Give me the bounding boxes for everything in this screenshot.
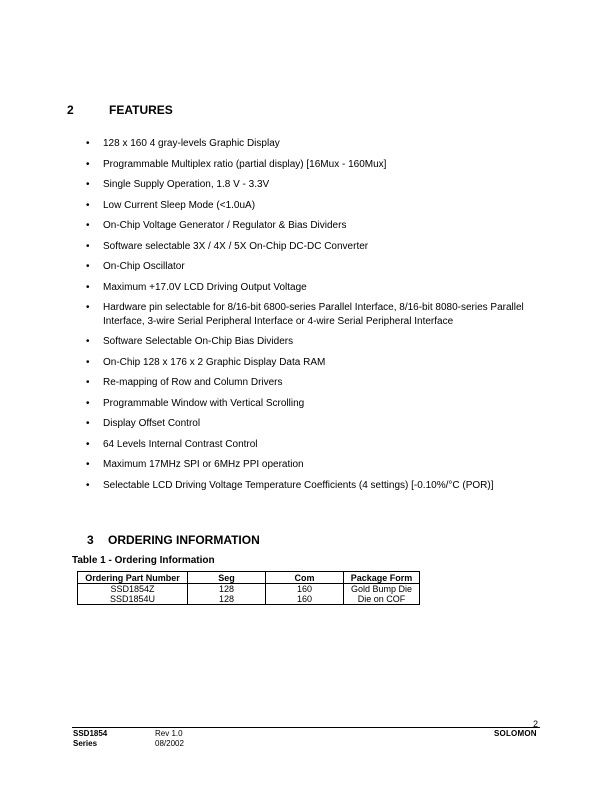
table-row	[78, 584, 420, 595]
features-list	[86, 137, 546, 499]
header-com: Com	[266, 572, 344, 584]
cell-part-number: SSD1854U	[78, 594, 188, 605]
feature-item: • 64 Levels Internal Contrast Control	[86, 438, 546, 452]
cell-package-form: Die on COF	[344, 594, 420, 605]
section-3-number: 3	[87, 533, 94, 547]
feature-item: • On-Chip Oscillator	[86, 260, 546, 274]
feature-item: • 128 x 160 4 gray-levels Graphic Display	[86, 137, 546, 151]
section-2-number: 2	[67, 103, 74, 117]
table-caption: Table 1 - Ordering Information	[72, 555, 215, 566]
feature-item: • Software Selectable On-Chip Bias Dividers	[86, 335, 546, 349]
feature-item: • Re-mapping of Row and Column Drivers	[86, 376, 546, 390]
feature-item: • Programmable Window with Vertical Scrolling	[86, 397, 546, 411]
cell-seg: 128	[188, 584, 266, 595]
feature-item: • Programmable Multiplex ratio (partial display) [16Mux - 160Mux]	[86, 158, 546, 172]
ordering-table	[77, 571, 420, 605]
cell-seg: 128	[188, 594, 266, 605]
header-package-form: Package Form	[344, 572, 420, 584]
footer-model: SSD1854	[73, 729, 108, 738]
header-part-number: Ordering Part Number	[78, 572, 188, 584]
cell-part-number: SSD1854Z	[78, 584, 188, 595]
footer-revision: Rev 1.0	[155, 729, 183, 738]
cell-com: 160	[266, 594, 344, 605]
cell-com: 160	[266, 584, 344, 595]
feature-item: • Single Supply Operation, 1.8 V - 3.3V	[86, 178, 546, 192]
feature-item: • Maximum 17MHz SPI or 6MHz PPI operation	[86, 458, 546, 472]
solomon-logo: SOLOMON	[494, 729, 537, 738]
section-2-title: FEATURES	[109, 103, 173, 117]
feature-item: • Software selectable 3X / 4X / 5X On-Chip DC-DC Converter	[86, 240, 546, 254]
feature-item: • Hardware pin selectable for 8/16-bit 6800-series Parallel Interface, 8/16-bit 8080-series Parallel Interface, 3-wire Serial Peripheral Interface or 4-wire Serial Peripheral Interface	[86, 301, 546, 328]
page-number: 2	[533, 719, 539, 729]
feature-item: • Low Current Sleep Mode (<1.0uA)	[86, 199, 546, 213]
cell-package-form: Gold Bump Die	[344, 584, 420, 595]
table-header-row	[78, 572, 420, 584]
footer-date: 08/2002	[155, 739, 184, 748]
feature-item: • Selectable LCD Driving Voltage Temperature Coefficients (4 settings) [-0.10%/°C (POR)]	[86, 479, 546, 493]
footer-series: Series	[73, 739, 98, 748]
header-seg: Seg	[188, 572, 266, 584]
feature-item: • Display Offset Control	[86, 417, 546, 431]
feature-item: • On-Chip Voltage Generator / Regulator & Bias Dividers	[86, 219, 546, 233]
footer-divider	[72, 727, 540, 728]
feature-item: • Maximum +17.0V LCD Driving Output Voltage	[86, 281, 546, 295]
feature-item: • On-Chip 128 x 176 x 2 Graphic Display Data RAM	[86, 356, 546, 370]
section-3-title: ORDERING INFORMATION	[108, 533, 260, 547]
table-row	[78, 594, 420, 605]
